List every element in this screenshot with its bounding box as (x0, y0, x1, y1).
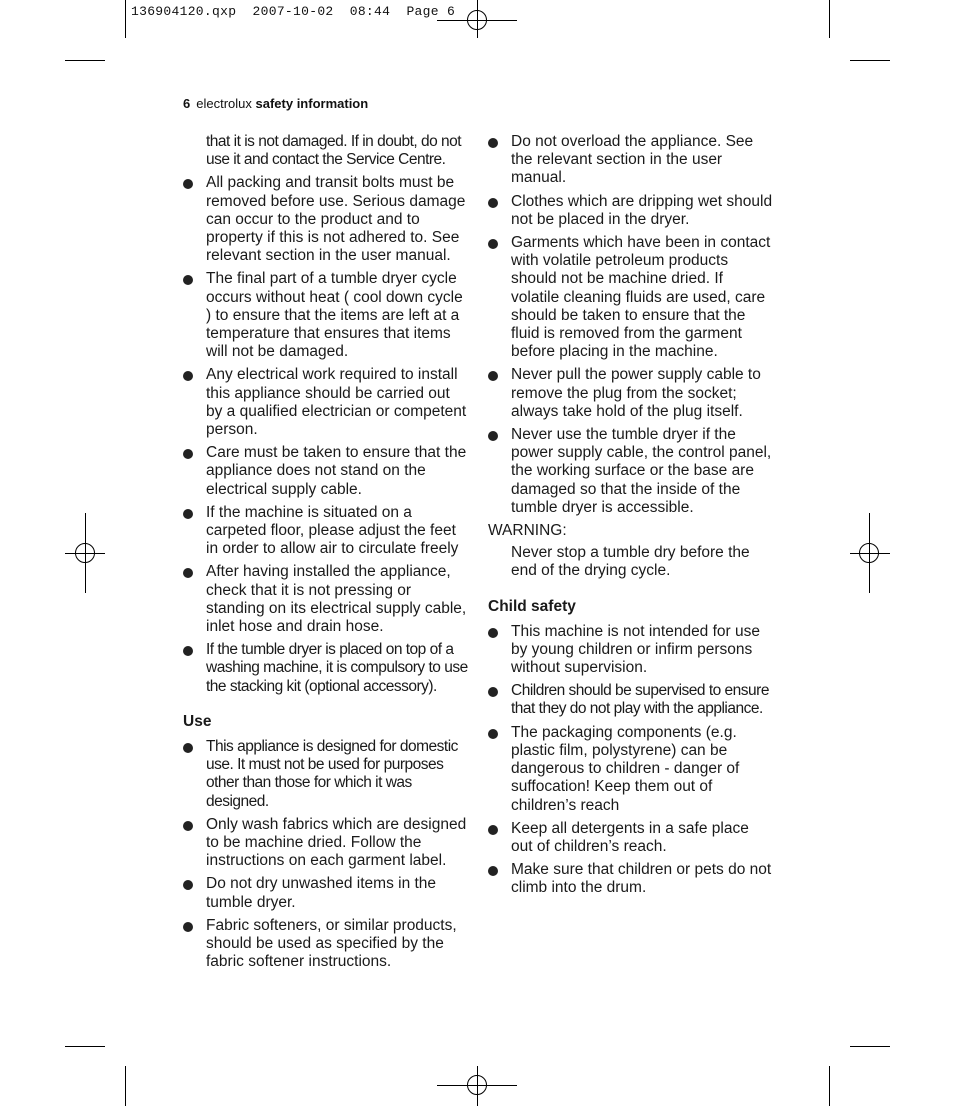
safety-list (488, 133, 773, 517)
crop-mark (125, 1066, 126, 1106)
use-list (183, 738, 468, 971)
bullet-icon (488, 687, 498, 697)
registration-mark-circle (467, 10, 487, 30)
bullet-icon (183, 821, 193, 831)
bullet-icon (183, 880, 193, 890)
bullet-icon (183, 371, 193, 381)
continued-text: that it is not damaged. If in doubt, do not use it and contact the Service Centre. (206, 133, 462, 169)
list-item: Clothes which are dripping wet should not be placed in the dryer. (488, 193, 773, 229)
bullet-icon (488, 729, 498, 739)
crop-mark (850, 60, 890, 61)
bullet-icon (488, 198, 498, 208)
list-item: If the tumble dryer is placed on top of a washing machine, it is compulsory to use the stacking kit (optional accessory). (183, 641, 468, 696)
child-safety-heading: Child safety (488, 597, 576, 615)
list-item: Make sure that children or pets do not climb into the drum. (488, 861, 773, 897)
use-heading: Use (183, 712, 212, 730)
list-item: Never pull the power supply cable to remove the plug from the socket; always take hold of the plug itself. (488, 366, 773, 421)
registration-mark-circle (467, 1075, 487, 1095)
list-item: Do not dry unwashed items in the tumble dryer. (183, 875, 468, 911)
bullet-icon (183, 509, 193, 519)
crop-mark (65, 60, 105, 61)
bullet-icon (488, 866, 498, 876)
crop-mark (829, 0, 830, 38)
crop-mark (829, 1066, 830, 1106)
list-item: Never use the tumble dryer if the power supply cable, the control panel, the working surface or the base are damaged so that the inside of the tumble dryer is accessible. (488, 426, 773, 517)
bullet-icon (183, 922, 193, 932)
right-column (488, 133, 773, 903)
section-title: safety information (255, 96, 369, 111)
bullet-icon (183, 449, 193, 459)
list-item: All packing and transit bolts must be removed before use. Serious damage can occur to the product and to property if this is not adhered to. See relevant section in the user manual. (183, 174, 468, 265)
list-item: Fabric softeners, or similar products, should be used as specified by the fabric softener instructions. (183, 917, 468, 972)
crop-mark (850, 1046, 890, 1047)
child-safety-list (488, 623, 773, 898)
brand-name: electrolux (196, 96, 252, 111)
bullet-icon (183, 179, 193, 189)
running-header (183, 96, 368, 111)
bullet-icon (183, 275, 193, 285)
bullet-icon (488, 371, 498, 381)
bullet-icon (488, 138, 498, 148)
bullet-icon (488, 825, 498, 835)
list-item: Care must be taken to ensure that the appliance does not stand on the electrical supply cable. (183, 444, 468, 499)
list-item: Any electrical work required to install this appliance should be carried out by a qualified electrician or competent person. (183, 366, 468, 439)
list-item: Only wash fabrics which are designed to be machine dried. Follow the instructions on each garment label. (183, 816, 468, 871)
crop-mark (65, 1046, 105, 1047)
list-item: If the machine is situated on a carpeted floor, please adjust the feet in order to allow air to circulate freely (183, 504, 468, 559)
print-slug: 136904120.qxp 2007-10-02 08:44 Page 6 (131, 4, 456, 19)
registration-mark-circle (859, 543, 879, 563)
list-item: Keep all detergents in a safe place out of children’s reach. (488, 820, 773, 856)
warning-text: Never stop a tumble dry before the end of the drying cycle. (511, 544, 750, 580)
bullet-icon (183, 568, 193, 578)
left-column (183, 133, 468, 976)
safety-list (183, 174, 468, 695)
list-item: The packaging components (e.g. plastic film, polystyrene) can be dangerous to children - danger of suffocation! Keep them out of children’s reach (488, 724, 773, 815)
bullet-icon (183, 743, 193, 753)
list-item: This machine is not intended for use by young children or infirm persons without supervision. (488, 623, 773, 678)
bullet-icon (488, 431, 498, 441)
list-item: Do not overload the appliance. See the relevant section in the user manual. (488, 133, 773, 188)
list-item: After having installed the appliance, check that it is not pressing or standing on its electrical supply cable, inlet hose and drain hose. (183, 563, 468, 636)
bullet-icon (488, 628, 498, 638)
crop-mark (125, 0, 126, 38)
list-item: This appliance is designed for domestic use. It must not be used for purposes other than those for which it was designed. (183, 738, 468, 811)
list-item: Children should be supervised to ensure that they do not play with the appliance. (488, 682, 773, 718)
registration-mark-circle (75, 543, 95, 563)
page-number: 6 (183, 96, 191, 111)
bullet-icon (488, 239, 498, 249)
list-item: The final part of a tumble dryer cycle occurs without heat ( cool down cycle ) to ensure that the items are left at a temperature that ensures that items will not be damaged. (183, 270, 468, 361)
list-item: Garments which have been in contact with volatile petroleum products should not be machine dried. If volatile cleaning fluids are used, care should be taken to ensure that the fluid is removed from the garment before placing in the machine. (488, 234, 773, 361)
warning-label: WARNING: (488, 522, 567, 540)
bullet-icon (183, 646, 193, 656)
